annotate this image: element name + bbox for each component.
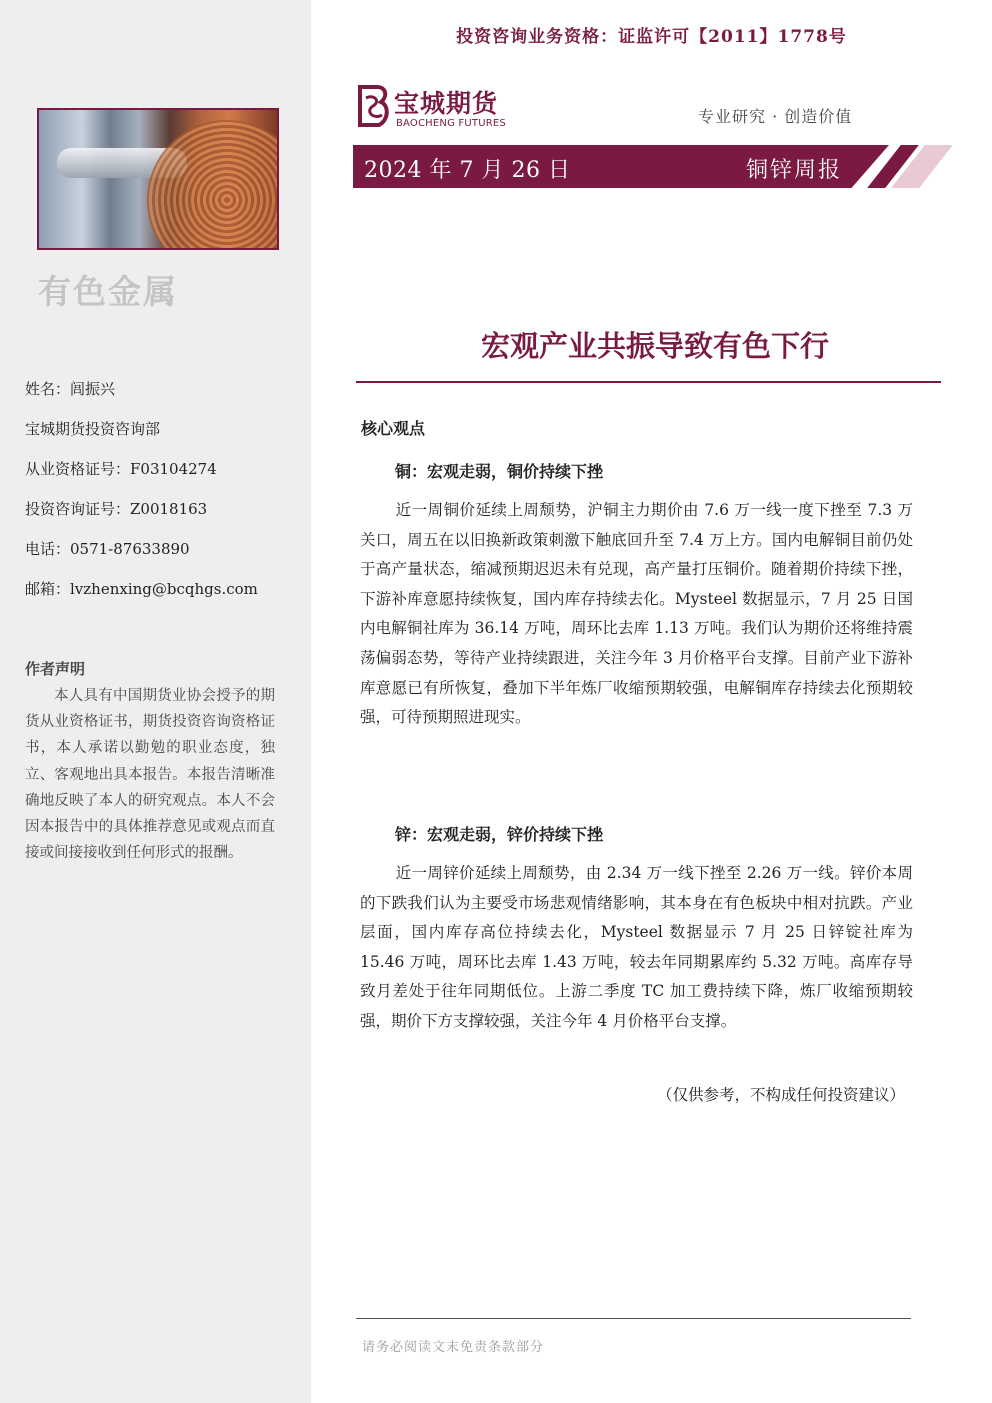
section-title: 核心观点 [361, 419, 426, 438]
company-logo-icon [355, 84, 391, 128]
slogan: 专业研究 · 创造价值 [698, 107, 853, 126]
zinc-subtitle: 锌：宏观走弱，锌价持续下挫 [395, 825, 604, 844]
copper-paragraph: 近一周铜价延续上周颓势，沪铜主力期价由 7.6 万一线一度下挫至 7.3 万关口，周五在以旧换新政策刺激下触底回升至 7.4 万上方。国内电解铜目前仍处于高产量状态，缩减预期迟迟未有兑现，高产量打压铜价。随着期价持续下挫，下游补库意愿持续恢复，国内库存持续去化。Mysteel 数据显示，7 月 25 日国内电解铜社库为 36.14 万吨，周环比去库 1.13 万吨。我们认为期价还将维持震荡偏弱态势，等待产业持续跟进，关注今年 3 月价格平台支撑。目前产业下游补库意愿已有所恢复，叠加下半年炼厂收缩预期较强，电解铜库存持续去化预期较强，可待预期照进现实。 [360, 501, 913, 727]
company-name-en: BAOCHENG FUTURES [396, 118, 506, 129]
headline-divider [356, 381, 941, 383]
footer-note: 请务必阅读文末免责条款部分 [362, 1340, 545, 1355]
analyst-name: 姓名：闾振兴 [25, 380, 116, 398]
phone-number: 电话：0571-87633890 [25, 540, 190, 558]
footer-divider [356, 1318, 911, 1319]
report-date: 2024 年 7 月 26 日 [364, 158, 571, 183]
report-type: 铜锌周报 [746, 158, 843, 183]
company-name-cn: 宝城期货 [394, 89, 499, 118]
declaration-body: 本人具有中国期货业协会授予的期货从业资格证书，期货投资咨询资格证书，本人承诺以勤勉的职业态度，独立、客观地出具本报告。本报告清晰准确地反映了本人的研究观点。本人不会因本报告中的具体推荐意见或观点而直接或间接接收到任何形式的报酬。 [25, 688, 275, 862]
declaration-title: 作者声明 [25, 660, 86, 678]
category-label: 有色金属 [38, 272, 178, 311]
analyst-department: 宝城期货投资咨询部 [25, 420, 161, 438]
qualification-number: 从业资格证号：F03104274 [25, 460, 217, 478]
report-headline: 宏观产业共振导致有色下行 [480, 329, 829, 363]
copper-coil-graphic [147, 120, 279, 250]
email-address: 邮箱：lvzhenxing@bcqhgs.com [25, 580, 258, 598]
copper-subtitle: 铜：宏观走弱，铜价持续下挫 [395, 462, 604, 481]
disclaimer: （仅供参考，不构成任何投资建议） [656, 1086, 905, 1104]
license-line: 投资咨询业务资格：证监许可【2011】1778号 [456, 27, 847, 47]
consulting-number: 投资咨询证号：Z0018163 [25, 500, 208, 518]
zinc-paragraph: 近一周锌价延续上周颓势，由 2.34 万一线下挫至 2.26 万一线。锌价本周的下跌我们认为主要受市场悲观情绪影响，其本身在有色板块中相对抗跌。产业层面，国内库存高位持续去化，Mysteel 数据显示 7 月 25 日锌锭社库为 15.46 万吨，周环比去库 1.43 万吨，较去年同期累库约 5.32 万吨。高库存导致月差处于往年同期低位。上游二季度 TC 加工费持续下降，炼厂收缩预期较强，期价下方支撑较强，关注今年 4 月价格平台支撑。 [360, 864, 913, 1030]
cover-photo [37, 108, 279, 250]
